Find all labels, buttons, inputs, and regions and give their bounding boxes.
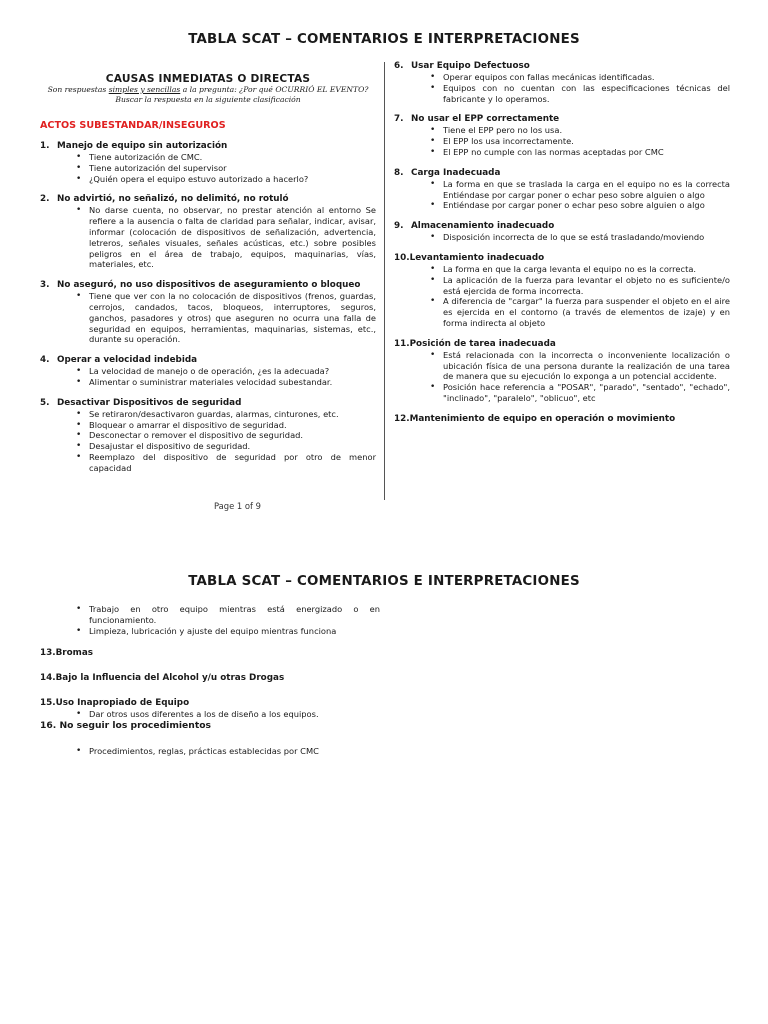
section-heading: CAUSAS INMEDIATAS O DIRECTAS — [105, 73, 311, 85]
cause-item-title: No usar el EPP correctamente — [411, 114, 560, 125]
bullet-item: • Procedimientos, reglas, prácticas establecidas por CMC — [89, 746, 380, 757]
bullet-item: • Tiene que ver con la no colocación de dispositivos (frenos, guardas, cerrojos, candados, tacos, bloqueos, interruptores, seguros, ganchos, pasadores y otros) que aseguren no ocurra una falla de seguridad en equipos, herramientas, maquinarias, sistemas, etc., durante su operación. — [89, 291, 376, 345]
cause-item-number: 9. — [394, 221, 404, 232]
bullet-item: • Entiéndase por cargar poner o echar peso sobre alguien o algo — [443, 200, 730, 211]
bullet-item: • A diferencia de "cargar" la fuerza para suspender el objeto en el aire es ejercida en el contorno (a través de elementos de izaje) y en forma indirecta al objeto — [443, 296, 730, 328]
bullet-item: • El EPP los usa incorrectamente. — [443, 136, 730, 147]
cause-item-heading — [40, 194, 376, 205]
bullet-item: • Se retiraron/desactivaron guardas, alarmas, cinturones, etc. — [89, 409, 376, 420]
item-16-bullets — [40, 746, 380, 757]
bullet-item: • Dar otros usos diferentes a los de diseño a los equipos. — [89, 709, 380, 720]
cause-item-title: Levantamiento inadecuado — [409, 252, 545, 263]
bullet-item: • Tiene el EPP pero no los usa. — [443, 125, 730, 136]
cause-item-heading — [40, 141, 376, 152]
cause-item-title: Posición de tarea inadecuada — [409, 338, 556, 349]
cause-item-number: 2. — [40, 194, 50, 205]
bullet-item: • Alimentar o suministrar materiales velocidad subestandar. — [89, 377, 376, 388]
left-item-list — [40, 141, 376, 474]
section-subtitle — [40, 85, 376, 104]
right-column — [394, 61, 730, 435]
cause-item-title: Operar a velocidad indebida — [57, 355, 198, 366]
cause-item — [40, 398, 376, 474]
bullet-item: • Equipos con no cuentan con las especificaciones técnicas del fabricante y lo operamos. — [443, 83, 730, 105]
item-14: 14.Bajo la Influencia del Alcohol y/u otras Drogas — [40, 673, 285, 684]
bullet-list — [394, 179, 730, 211]
cause-item — [40, 141, 376, 184]
cause-item-title: Desactivar Dispositivos de seguridad — [57, 397, 242, 408]
bullet-item: • Tiene autorización de CMC. — [89, 152, 376, 163]
bullet-item: • Disposición incorrecta de lo que se está trasladando/moviendo — [443, 232, 730, 243]
column-divider — [384, 62, 385, 500]
bullet-item: • Reemplazo del dispositivo de seguridad por otro de menor capacidad — [89, 452, 376, 474]
item-15-bullets — [40, 709, 380, 720]
cause-item — [394, 61, 730, 104]
cause-item-heading — [394, 339, 730, 350]
cause-item-number: 5. — [40, 397, 50, 408]
cause-item-number: 4. — [40, 355, 50, 366]
page-number: Page 1 of 9 — [214, 501, 261, 511]
bullet-item: • Trabajo en otro equipo mientras está energizado o en funcionamiento. — [89, 604, 380, 626]
cause-item-number: 11. — [394, 338, 410, 349]
bullet-item: • Está relacionada con la incorrecta o inconveniente localización o ubicación física de una persona durante la realización de una tarea de manera que su ejecución lo exponga a un potencial accidente. — [443, 350, 730, 382]
cause-item — [40, 194, 376, 270]
page2-content — [40, 604, 380, 757]
bullet-list — [394, 264, 730, 329]
bullet-item: • Bloquear o amarrar el dispositivo de seguridad. — [89, 420, 376, 431]
cause-item-number: 1. — [40, 141, 50, 151]
bullet-item: • Desajustar el dispositivo de seguridad. — [89, 441, 376, 452]
bullet-item: • No darse cuenta, no observar, no prestar atención al entorno Se refiere a la ausencia o falta de claridad para señalar, indicar, avisar, informar (colocación de dispositivos de señalización, advertencia, letreros, señales visuales, señales acústicas, etc.) sobre posibles peligros en el área de trabajo, equipos, maquinarias, vías, materiales, etc. — [89, 205, 376, 270]
right-item-list — [394, 61, 730, 425]
bullet-list — [40, 409, 376, 474]
bullet-item: • La forma en que se traslada la carga en el equipo no es la correcta Entiéndase por cargar poner o echar peso sobre alguien o algo — [443, 179, 730, 201]
bullet-item: • La velocidad de manejo o de operación, ¿es la adecuada? — [89, 366, 376, 377]
cause-item — [394, 414, 730, 425]
subtitle-post: a la pregunta: ¿Por qué OCURRIÓ EL EVENTO? — [180, 85, 369, 94]
red-heading: ACTOS SUBESTANDAR/INSEGUROS — [40, 120, 226, 131]
cause-item — [394, 253, 730, 329]
cause-item-heading — [394, 414, 730, 425]
bullet-item: • ¿Quién opera el equipo estuvo autorizado a hacerlo? — [89, 174, 376, 185]
bullet-list — [40, 366, 376, 388]
cause-item — [394, 114, 730, 157]
bullet-item: • El EPP no cumple con las normas aceptadas por CMC — [443, 147, 730, 158]
bullet-item: • Posición hace referencia a "POSAR", "parado", "sentado", "echado", "inclinado", "paralelo", "oblicuo", etc — [443, 382, 730, 404]
cause-item-heading — [394, 114, 730, 125]
bullet-item: • Desconectar o remover el dispositivo de seguridad. — [89, 430, 376, 441]
bullet-item: • Tiene autorización del supervisor — [89, 163, 376, 174]
bullet-list — [40, 205, 376, 270]
item-16: 16. No seguir los procedimientos — [40, 720, 211, 732]
bullet-item: • La forma en que la carga levanta el equipo no es la correcta. — [443, 264, 730, 275]
subtitle-underlined: simples y sencillas — [108, 85, 181, 94]
cause-item-number: 6. — [394, 61, 404, 71]
bullet-list — [40, 152, 376, 184]
cause-item-heading — [40, 355, 376, 366]
bullet-item: • La aplicación de la fuerza para levantar el objeto no es suficiente/o está ejercida de forma incorrecta. — [443, 275, 730, 297]
cause-item-number: 7. — [394, 114, 404, 125]
cause-item-heading — [394, 168, 730, 179]
left-column — [40, 62, 376, 484]
bullet-item: • Operar equipos con fallas mecánicas identificadas. — [443, 72, 730, 83]
bullet-list — [40, 291, 376, 345]
cause-item-number: 10. — [394, 252, 410, 263]
page-title-2: TABLA SCAT – COMENTARIOS E INTERPRETACIONES — [188, 574, 580, 589]
bullet-list — [394, 232, 730, 243]
cause-item-title: Usar Equipo Defectuoso — [411, 61, 530, 71]
cause-item — [40, 355, 376, 388]
item-13: 13.Bromas — [40, 648, 94, 659]
cause-item-title: Carga Inadecuada — [411, 167, 501, 178]
cause-item-title: Mantenimiento de equipo en operación o movimiento — [409, 413, 676, 424]
cause-item-heading — [394, 221, 730, 232]
cause-item-heading — [394, 253, 730, 264]
top-bullet-list — [40, 604, 380, 636]
bullet-list — [394, 350, 730, 404]
subtitle-line2: Buscar la respuesta en la siguiente clasificación — [115, 94, 301, 104]
cause-item — [394, 168, 730, 211]
item-15: 15.Uso Inapropiado de Equipo — [40, 698, 190, 709]
bullet-list — [394, 72, 730, 104]
cause-item — [40, 280, 376, 345]
cause-item — [394, 339, 730, 404]
cause-item-number: 3. — [40, 280, 50, 291]
bullet-list — [394, 125, 730, 157]
cause-item-title: Almacenamiento inadecuado — [411, 221, 555, 232]
page-2 — [0, 560, 768, 1024]
page-title: TABLA SCAT – COMENTARIOS E INTERPRETACIONES — [188, 32, 580, 47]
cause-item-heading — [394, 61, 730, 72]
bullet-item: • Limpieza, lubricación y ajuste del equipo mientras funciona — [89, 626, 380, 637]
cause-item-title: No aseguró, no uso dispositivos de aseguramiento o bloqueo — [57, 280, 361, 291]
cause-item-number: 8. — [394, 167, 404, 178]
cause-item-title: Manejo de equipo sin autorización — [57, 141, 228, 151]
cause-item-number: 12. — [394, 413, 410, 424]
cause-item-heading — [40, 398, 376, 409]
cause-item — [394, 221, 730, 243]
cause-item-heading — [40, 280, 376, 291]
subtitle-pre: Son respuestas — [47, 85, 109, 94]
cause-item-title: No advirtió, no señalizó, no delimitó, no rotuló — [57, 194, 289, 205]
